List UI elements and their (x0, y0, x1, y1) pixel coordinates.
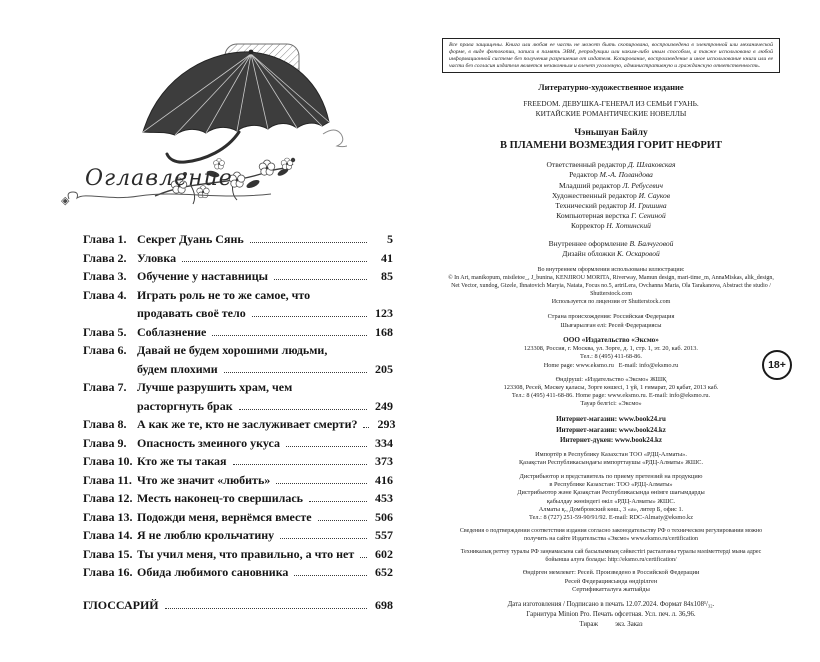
toc-title: Подожди меня, вернёмся вместе (137, 509, 312, 524)
cloud-curl (323, 130, 347, 147)
toc-entry (83, 489, 393, 508)
imprint-line: Дата изготовления / Подписано в печать 12.07.2024. Формат 84x108¹/₃₂. (507, 600, 715, 608)
toc-entry (83, 452, 393, 471)
toc-entry: Глава 4. Играть роль не то же самое, что продавать своё тело 123 (83, 286, 393, 323)
toc-page-number: 506 (375, 509, 393, 524)
toc-page-number: 698 (375, 597, 393, 612)
importer-line: Импортёр в Республику Казахстан ТОО «РДЦ-Алматы». (535, 450, 687, 458)
toc-dot-leader (318, 520, 367, 521)
publisher-block (428, 336, 794, 370)
toc-list (83, 230, 396, 614)
distributor-line: в Республике Казахстан: ТОО «РДЦ-Алматы» (549, 481, 673, 489)
toc-dot-leader (250, 242, 367, 243)
credit-person: И. Сауков (638, 190, 671, 200)
imprint-page (428, 0, 794, 662)
toc-title: Опасность змеиного укуса (137, 435, 281, 450)
design-role: Внутреннее оформление (548, 239, 628, 249)
toc-title: ГЛОССАРИЙ (83, 597, 159, 612)
toc-page-number: 334 (375, 435, 393, 450)
credit-person: И. Гришина (629, 200, 667, 210)
toc-page-number: 652 (375, 565, 393, 579)
edition-type: Литературно-художественное издание (538, 82, 684, 93)
toc-title: будем плохими (137, 361, 218, 376)
design-line (428, 249, 794, 259)
toc-entry (83, 434, 393, 453)
series-line: КИТАЙСКИЕ РОМАНТИЧЕСКИЕ НОВЕЛЛЫ (535, 109, 687, 119)
copyright-notice: Все права защищены. Книга или любая ее часть не может быть скопирована, воспроизведена в электронной или механической форме, в виде фотокопии, записи в память ЭВМ, репродукции или каким-либо иным способом, а также использована в любой информационной системе без получения разрешения от издателя. Копирование, воспроизведение и иное использование книги или ее части без согласия издателя является незаконным и влечет уголовную, административную и гражданскую ответственность. (442, 38, 780, 73)
publisher-name: ООО «Издательство «Эксмо» (563, 335, 659, 344)
toc-dot-leader (294, 575, 367, 576)
distributor-line: Дистрибьютор и представитель по приему претензий на продукцию (519, 473, 703, 481)
page-title: Оглавление (85, 166, 233, 191)
producer-line: 123308, Ресей, Мәскеу қаласы, Зорге көшесі, 1 үй, 1 ғимарат, 20 қабат, 2013 каб. (503, 383, 719, 391)
publisher-line: Тел.: 8 (495) 411-68-86. (580, 353, 642, 361)
producer-line: Өндіруші: «Издательство «Эксмо» ЖШҚ (555, 375, 667, 383)
toc-chapter-label: Глава 6. (83, 343, 127, 357)
age-rating-badge: 18+ (762, 350, 792, 380)
produced-line: Сертификатталуға жатпайды (572, 585, 650, 593)
toc-entry: Глава 7. Лучше разрушить храм, чем расторгнуть брак 249 (83, 378, 393, 415)
credit-person: Д. Шлаковская (628, 160, 676, 170)
online-shops-block (428, 414, 794, 444)
distributor-line: Алматы қ., Домбровский көш., 3 «а», литер Б, офис 1. (538, 505, 684, 513)
toc-page-number: 205 (375, 361, 393, 376)
credit-line (428, 160, 794, 170)
series-line: FREEDOM. ДЕВУШКА-ГЕНЕРАЛ ИЗ СЕМЬИ ГУАНЬ. (523, 99, 699, 109)
produced-line: Өндірген мемлекет: Ресей. Произведено в Российской Федерации (522, 569, 700, 577)
toc-chapter-label: Глава 1. (83, 232, 127, 246)
toc-dot-leader (212, 335, 367, 336)
distributor-line: Дистрибьютор және Қазақстан Республикасында өнімге шағымдарды (517, 489, 705, 497)
toc-dot-leader (276, 483, 367, 484)
toc-title: Уловка (137, 250, 177, 265)
toc-title: Кто же ты такая (137, 454, 227, 468)
certification-kz: Техникалық реттеу туралы РФ заңнамасына сай басылымның сәйкестігі расталғаны туралы мәліметтерді мына адрес бойынша алуға болады: http://eksmo.ru/certification/ (460, 548, 762, 563)
credit-role: Художественный редактор (551, 190, 637, 200)
toc-title: Соблазнение (137, 324, 207, 339)
design-block (428, 239, 794, 259)
toc-heading-group (61, 166, 331, 207)
illustration-license: Используется по лицензии от Shutterstock.com (551, 298, 671, 305)
toc-title: Секрет Дуань Сянь (137, 232, 244, 246)
imprint-block (428, 600, 794, 631)
design-line (428, 239, 794, 249)
toc-dot-leader (233, 464, 367, 465)
toc-page-number: 123 (375, 306, 393, 320)
origin-line: Шығарылған елі: Ресей Федерациясы (560, 321, 662, 329)
toc-entry (83, 508, 393, 527)
imprint-line: Тираж экз. Заказ (579, 621, 643, 629)
origin-block (428, 313, 794, 329)
credit-line (428, 211, 794, 221)
credit-person: Л. Ребусевич (622, 180, 663, 190)
importer-line: Қазақстан Республикасындағы импорттаушы «РДЦ-Алматы» ЖШС. (518, 458, 704, 466)
toc-title: Что же значит «любить» (137, 472, 271, 487)
distributor-line: Тел.: 8 (727) 251-59-90/91/92. E-mail: RDC-Almaty@eksmo.kz (529, 513, 693, 521)
credit-role: Компьютерная верстка (556, 210, 630, 220)
series-block (428, 99, 794, 119)
toc-page-number: 373 (375, 454, 393, 468)
credit-line (428, 191, 794, 201)
imprint-content (428, 38, 794, 630)
imprint-line: Гарнитура Minion Pro. Печать офсетная. Усл. печ. л. 36,96. (526, 611, 696, 619)
toc-page-number: 5 (387, 232, 393, 246)
toc-page-number: 249 (375, 398, 393, 413)
credit-person: М.-А. Поландова (599, 170, 653, 180)
distributor-line: қабылдау жөніндегі өкіл «РДЦ-Алматы» ЖШС. (546, 497, 676, 505)
shop-line: Интернет-дүкен: www.book24.kz (559, 435, 662, 444)
certification-ru: Сведения о подтверждении соответствия издания согласно законодательству РФ о техническом регулировании можно получить на сайте Издательства «Эксмо» www.eksmo.ru/certification (459, 528, 763, 542)
toc-page-number: 41 (381, 250, 393, 265)
toc-dot-leader (280, 538, 367, 539)
toc-entry (83, 267, 393, 286)
credit-role: Младший редактор (559, 180, 621, 190)
toc-title: расторгнуть брак (137, 398, 233, 413)
toc-page-number: 416 (375, 472, 393, 487)
toc-entry (83, 415, 396, 434)
credits-block (428, 160, 794, 231)
toc-chapter-label: Глава 10. (83, 454, 133, 468)
credit-line (428, 221, 794, 231)
credit-person: Н. Хотинский (606, 221, 651, 231)
shop-line: Интернет-магазин: www.book24.kz (556, 425, 666, 434)
credit-line (428, 170, 794, 180)
toc-title: Обида любимого сановника (137, 565, 289, 579)
produced-line: Ресей Федерациясында өндірілген (564, 577, 658, 585)
credit-role: Редактор (569, 170, 598, 180)
toc-title: Я не люблю крольчатину (137, 528, 275, 542)
toc-chapter-label: Глава 4. (83, 287, 127, 302)
toc-dot-leader (239, 409, 367, 410)
author-name: Чэньшуан Байлу (574, 128, 648, 139)
toc-chapter-label: Глава 14. (83, 528, 133, 542)
umbrella-canopy (143, 50, 329, 135)
credit-role: Технический редактор (555, 200, 628, 210)
shop-line: Интернет-магазин: www.book24.ru (556, 415, 666, 424)
illustration-credits-list: © In Art, manikopum, mistletoe_, J_bunina, KENJIROU MORITA, Riverway, Mamun design, mari-time_m, AnnaMiskas, alik_design, Net Vector, xundog, Gizele, Ihnatovich Maryia, Natata, Focus no.5, artriLera, Ovchanna Maria, Ola Tarakanova, Abstract the studio / Shutterstock.com (448, 275, 774, 297)
toc-entry (83, 230, 393, 249)
toc-title: Обучение у наставницы (137, 269, 268, 283)
toc-title: продавать своё тело (137, 306, 246, 320)
toc-chapter-label: Глава 5. (83, 324, 127, 339)
producer-line: Тел.: 8 (495) 411-68-86. Home page: www.eksmo.ru. E-mail: info@eksmo.ru. (511, 392, 711, 400)
credit-person: Г. Сениной (631, 210, 666, 220)
toc-chapter-label: Глава 15. (83, 546, 133, 561)
credit-role: Ответственный редактор (546, 160, 627, 170)
toc-dot-leader (182, 261, 367, 262)
publisher-lines (428, 345, 794, 370)
toc-entry (83, 471, 393, 490)
toc-chapter-label: Глава 12. (83, 491, 133, 505)
publisher-line: Home page: www.eksmo.ru E-mail: info@eksmo.ru (543, 361, 679, 369)
toc-page-number: 168 (375, 324, 393, 339)
design-person: В. Балчуговой (629, 239, 674, 249)
toc-page-number: 602 (375, 546, 393, 561)
toc-page-number: 85 (381, 269, 393, 283)
toc-dot-leader (252, 316, 367, 317)
toc-page (55, 0, 400, 662)
toc-dot-leader (360, 557, 367, 558)
toc-entry (83, 249, 393, 268)
toc-entry (83, 596, 393, 615)
producer-line: Тауар белгісі: «Эксмо» (580, 400, 642, 408)
credit-line (428, 181, 794, 191)
illustration-credits-intro: Во внутреннем оформлении использованы иллюстрации: (537, 267, 685, 274)
illustration-credits-block (445, 267, 777, 306)
toc-page-number: 557 (375, 528, 393, 542)
toc-entry (83, 526, 393, 545)
toc-dot-leader (224, 372, 367, 373)
toc-chapter-label: Глава 13. (83, 509, 133, 524)
toc-page-number: 293 (377, 417, 396, 431)
toc-chapter-label: Глава 16. (83, 565, 133, 579)
toc-chapter-label: Глава 9. (83, 435, 127, 450)
toc-chapter-label: Глава 2. (83, 250, 127, 265)
toc-dot-leader (274, 279, 367, 280)
book-title: В ПЛАМЕНИ ВОЗМЕЗДИЯ ГОРИТ НЕФРИТ (500, 140, 722, 152)
toc-dot-leader (309, 501, 367, 502)
umbrella-handle (167, 132, 239, 162)
design-role: Дизайн обложки (562, 249, 616, 259)
toc-title: Ты учил меня, что правильно, а что нет (137, 546, 355, 561)
toc-chapter-label: Глава 11. (83, 472, 132, 487)
toc-entry (83, 323, 393, 342)
distributor-block (428, 473, 794, 522)
diamond-ornament-icon: ◈ (61, 195, 70, 207)
toc-chapter-label: Глава 3. (83, 269, 127, 283)
design-person: К. Оскаровой (617, 249, 660, 259)
toc-dot-leader (165, 608, 367, 609)
toc-entry (83, 563, 393, 582)
toc-title: Месть наконец-то свершилась (137, 491, 304, 505)
toc-entry (83, 545, 393, 564)
publisher-line: 123308, Россия, г. Москва, ул. Зорге, д. 1, стр. 1, эт. 20, каб. 2013. (524, 345, 698, 353)
toc-chapter-label: Глава 8. (83, 417, 127, 431)
importer-block (428, 451, 794, 467)
toc-dot-leader (363, 427, 369, 428)
toc-page-number: 453 (375, 491, 393, 505)
toc-chapter-label: Глава 7. (83, 380, 127, 394)
credit-role: Корректор (571, 221, 605, 231)
produced-block (428, 569, 794, 594)
toc-dot-leader (286, 446, 367, 447)
producer-block (428, 376, 794, 409)
credit-line (428, 201, 794, 211)
toc-title: А как же те, кто не заслуживает смерти? (137, 417, 358, 431)
toc-entry: Глава 6. Давай не будем хорошими людьми, будем плохими 205 (83, 341, 393, 378)
origin-line: Страна происхождения: Российская Федерация (547, 313, 675, 321)
